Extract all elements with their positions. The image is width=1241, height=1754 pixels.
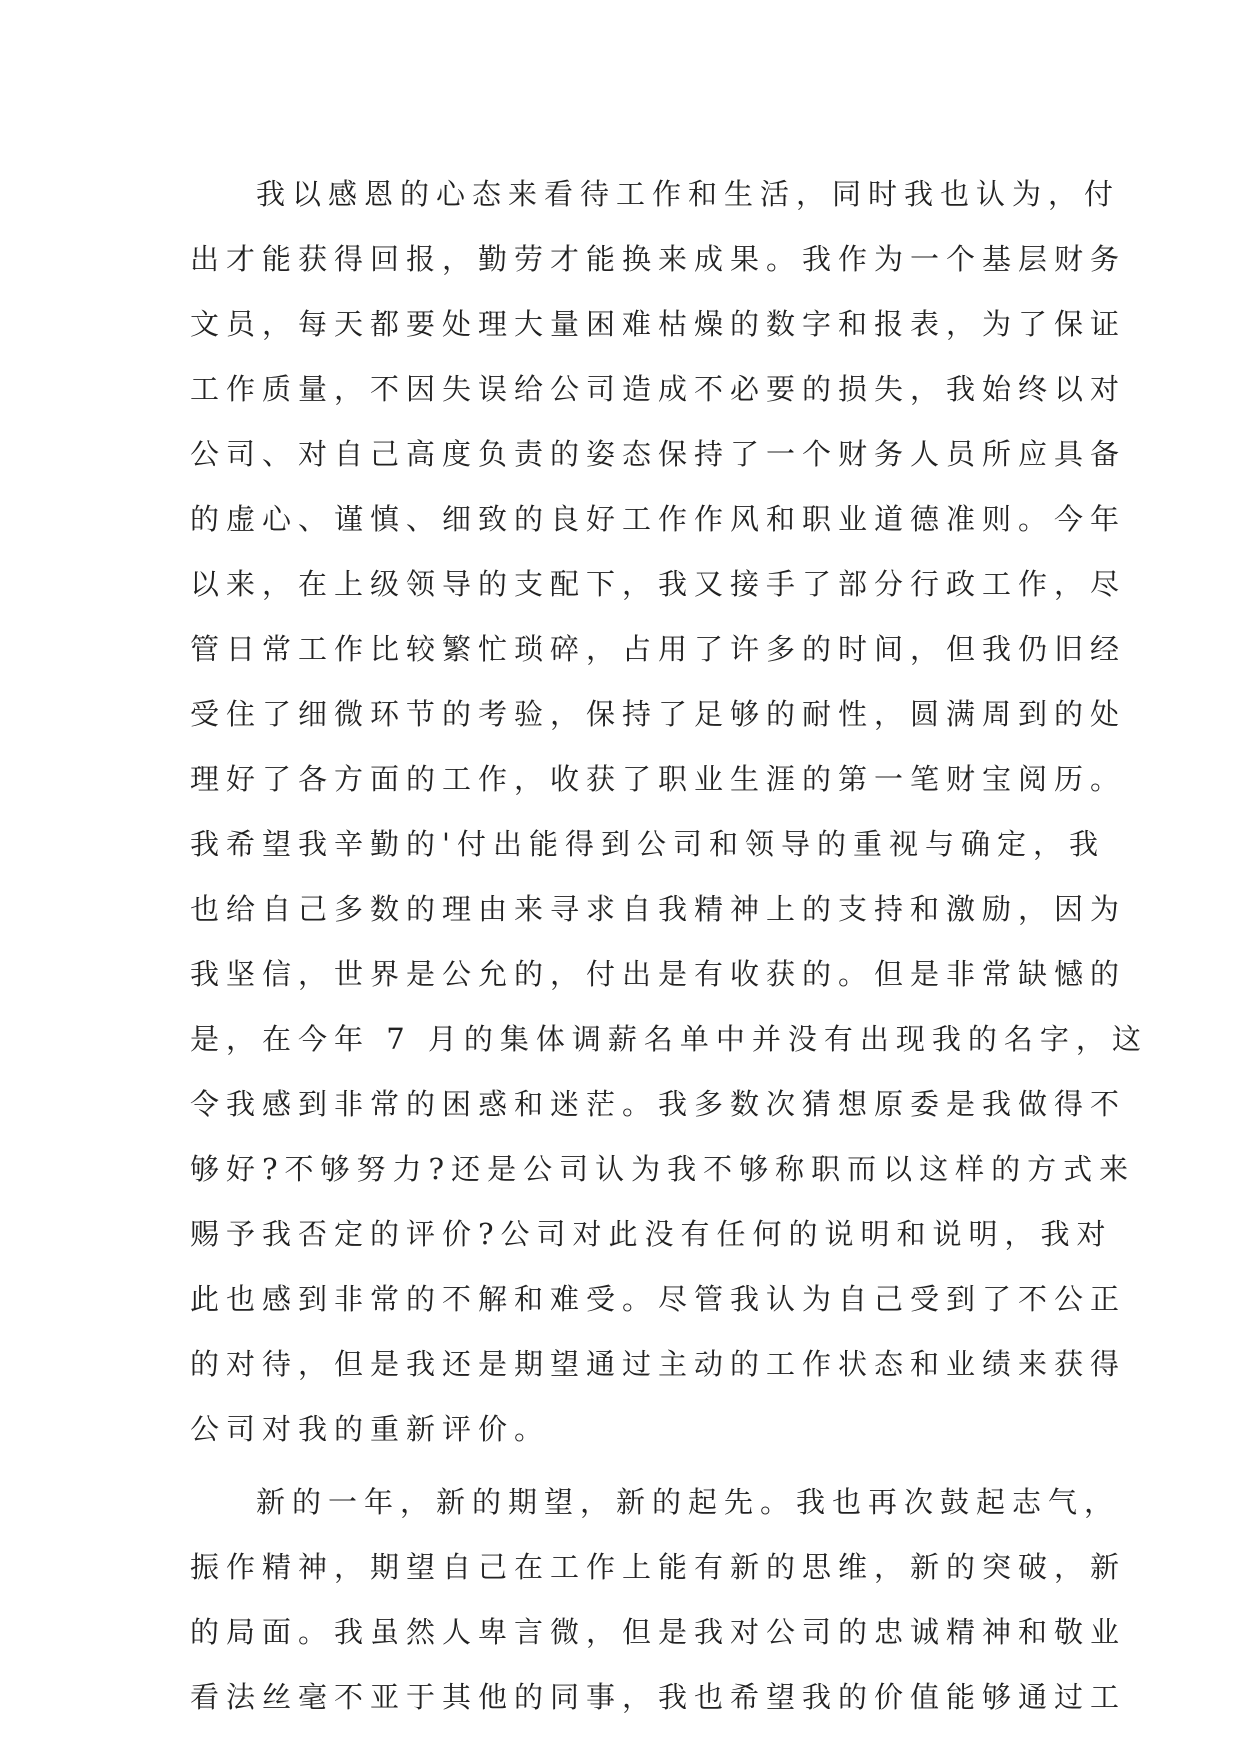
text-line: 工作质量，不因失误给公司造成不必要的损失，我始终以对 [190, 372, 1127, 406]
text-line: 以来，在上级领导的支配下，我又接手了部分行政工作，尽 [190, 567, 1127, 601]
text-line: 理好了各方面的工作，收获了职业生涯的第一笔财宝阅历。 [190, 762, 1127, 796]
text-line: 也给自己多数的理由来寻求自我精神上的支持和激励，因为 [190, 892, 1127, 926]
text-line: 受住了细微环节的考验，保持了足够的耐性，圆满周到的处 [190, 697, 1127, 731]
text-line: 出才能获得回报，勤劳才能换来成果。我作为一个基层财务 [190, 242, 1127, 276]
text-line: 是，在今年 7 月的集体调薪名单中并没有出现我的名字，这 [190, 1022, 1148, 1056]
text-line: 振作精神，期望自己在工作上能有新的思维，新的突破，新 [190, 1550, 1127, 1584]
text-line: 看法丝毫不亚于其他的同事，我也希望我的价值能够通过工 [190, 1680, 1127, 1714]
text-line: 公司、对自己高度负责的姿态保持了一个财务人员所应具备 [190, 437, 1127, 471]
text-line: 令我感到非常的困惑和迷茫。我多数次猜想原委是我做得不 [190, 1087, 1127, 1121]
text-line: 我希望我辛勤的'付出能得到公司和领导的重视与确定，我 [190, 827, 1105, 861]
text-line: 此也感到非常的不解和难受。尽管我认为自己受到了不公正 [190, 1282, 1127, 1316]
text-line: 的虚心、谨慎、细致的良好工作作风和职业道德准则。今年 [190, 502, 1127, 536]
text-line: 公司对我的重新评价。 [190, 1412, 551, 1446]
paragraph-spacer [190, 1462, 1050, 1470]
text-line: 的对待，但是我还是期望通过主动的工作状态和业绩来获得 [190, 1347, 1127, 1381]
document-body [190, 162, 1148, 1730]
text-line: 够好?不够努力?还是公司认为我不够称职而以这样的方式来 [190, 1152, 1136, 1186]
text-line: 的局面。我虽然人卑言微，但是我对公司的忠诚精神和敬业 [190, 1615, 1127, 1649]
paragraph-1 [190, 162, 1148, 1462]
text-line: 文员，每天都要处理大量困难枯燥的数字和报表，为了保证 [190, 307, 1127, 341]
text-line: 赐予我否定的评价?公司对此没有任何的说明和说明，我对 [190, 1217, 1113, 1251]
paragraph-2 [190, 1470, 1127, 1730]
text-line: 新的一年，新的期望，新的起先。我也再次鼓起志气， [256, 1485, 1121, 1519]
text-line: 管日常工作比较繁忙琐碎，占用了许多的时间，但我仍旧经 [190, 632, 1127, 666]
text-line: 我以感恩的心态来看待工作和生活，同时我也认为，付 [256, 177, 1121, 211]
text-line: 我坚信，世界是公允的，付出是有收获的。但是非常缺憾的 [190, 957, 1127, 991]
